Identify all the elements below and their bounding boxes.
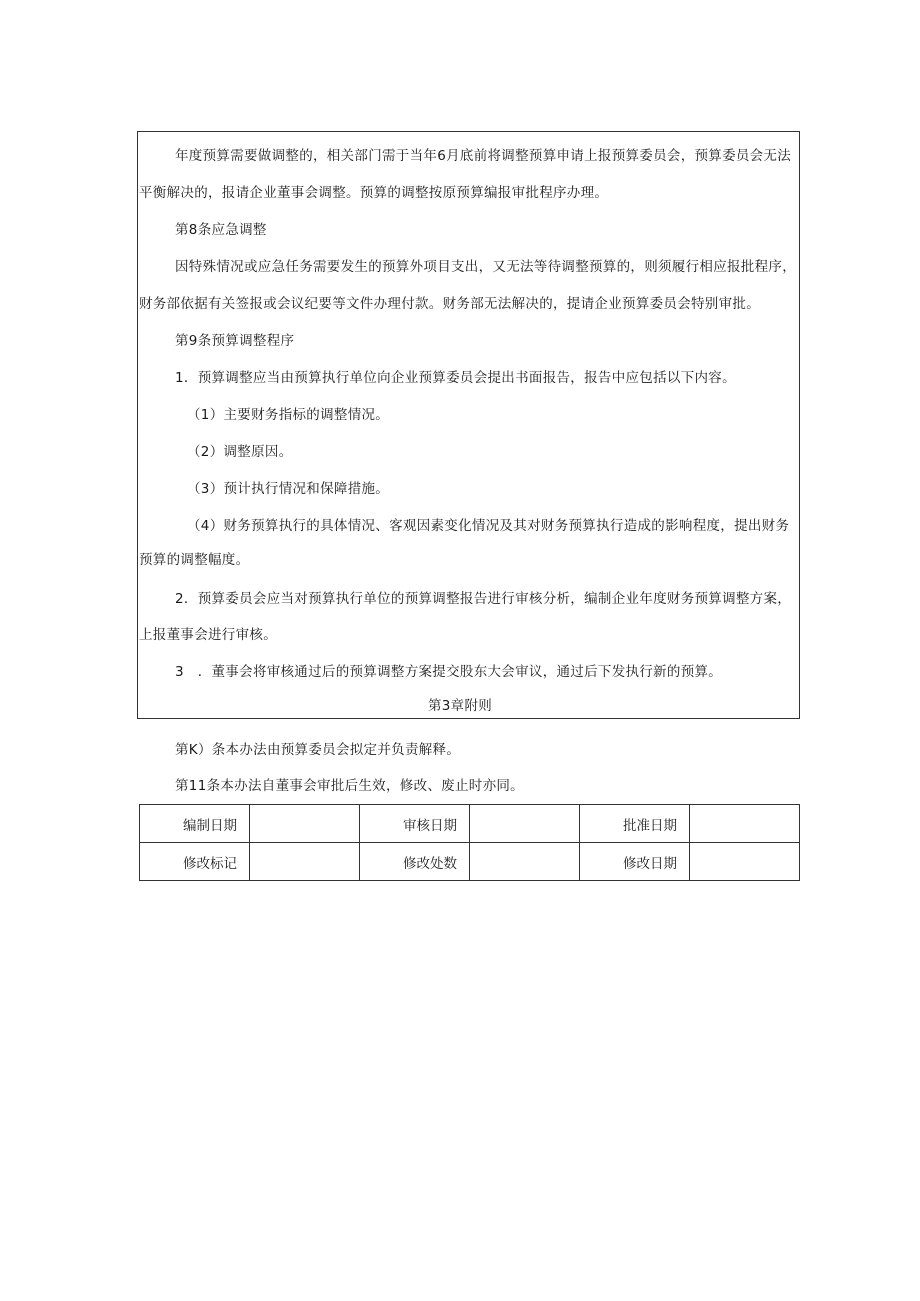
list-subitem: （1）主要财务指标的调整情况。 <box>187 407 390 423</box>
paragraph-line: 财务部依据有关签报或会议纪要等文件办理付款。财务部无法解决的，提请企业预算委员会特别审批。 <box>139 296 760 312</box>
paragraph-line: 预算的调整幅度。 <box>139 552 250 568</box>
table-row <box>140 805 800 843</box>
revision-count-value <box>470 843 580 881</box>
article-line: 第K）条本办法由预算委员会拟定并负责解释。 <box>175 742 461 758</box>
revision-mark-value <box>250 843 360 881</box>
chapter-heading: 第3章附则 <box>427 698 493 714</box>
revision-mark-label: 修改标记 <box>140 843 250 881</box>
table-row <box>140 843 800 881</box>
list-subitem: （3）预计执行情况和保障措施。 <box>187 481 390 497</box>
revision-date-label: 修改日期 <box>580 843 690 881</box>
revision-date-value <box>690 843 800 881</box>
list-subitem: （4）财务预算执行的具体情况、客观因素变化情况及其对财务预算执行造成的影响程度，提出财务 <box>187 518 790 534</box>
list-subitem: （2）调整原因。 <box>187 444 293 460</box>
section-heading: 第8条应急调整 <box>175 222 267 238</box>
paragraph-line: 上报董事会进行审核。 <box>139 627 277 643</box>
list-item: 2．预算委员会应当对预算执行单位的预算调整报告进行审核分析，编制企业年度财务预算调整方案， <box>175 591 792 607</box>
revision-count-label: 修改处数 <box>360 843 470 881</box>
list-item: 1．预算调整应当由预算执行单位向企业预算委员会提出书面报告，报告中应包括以下内容。 <box>175 370 736 386</box>
compile-date-label: 编制日期 <box>140 805 250 843</box>
review-date-value <box>470 805 580 843</box>
section-heading: 第9条预算调整程序 <box>175 333 295 349</box>
article-line: 第11条本办法自董事会审批后生效，修改、废止时亦同。 <box>175 778 524 794</box>
review-date-label: 审核日期 <box>360 805 470 843</box>
paragraph-line: 因特殊情况或应急任务需要发生的预算外项目支出，又无法等待调整预算的，则须履行相应报批程序， <box>175 259 796 275</box>
approve-date-value <box>690 805 800 843</box>
list-item: 3 ．董事会将审核通过后的预算调整方案提交股东大会审议，通过后下发执行新的预算。 <box>175 664 723 680</box>
compile-date-value <box>250 805 360 843</box>
paragraph-line: 年度预算需要做调整的，相关部门需于当年6月底前将调整预算申请上报预算委员会，预算委员会无法 <box>175 148 792 164</box>
signature-table <box>139 804 800 881</box>
approve-date-label: 批准日期 <box>580 805 690 843</box>
paragraph-line: 平衡解决的，报请企业董事会调整。预算的调整按原预算编报审批程序办理。 <box>139 185 609 201</box>
